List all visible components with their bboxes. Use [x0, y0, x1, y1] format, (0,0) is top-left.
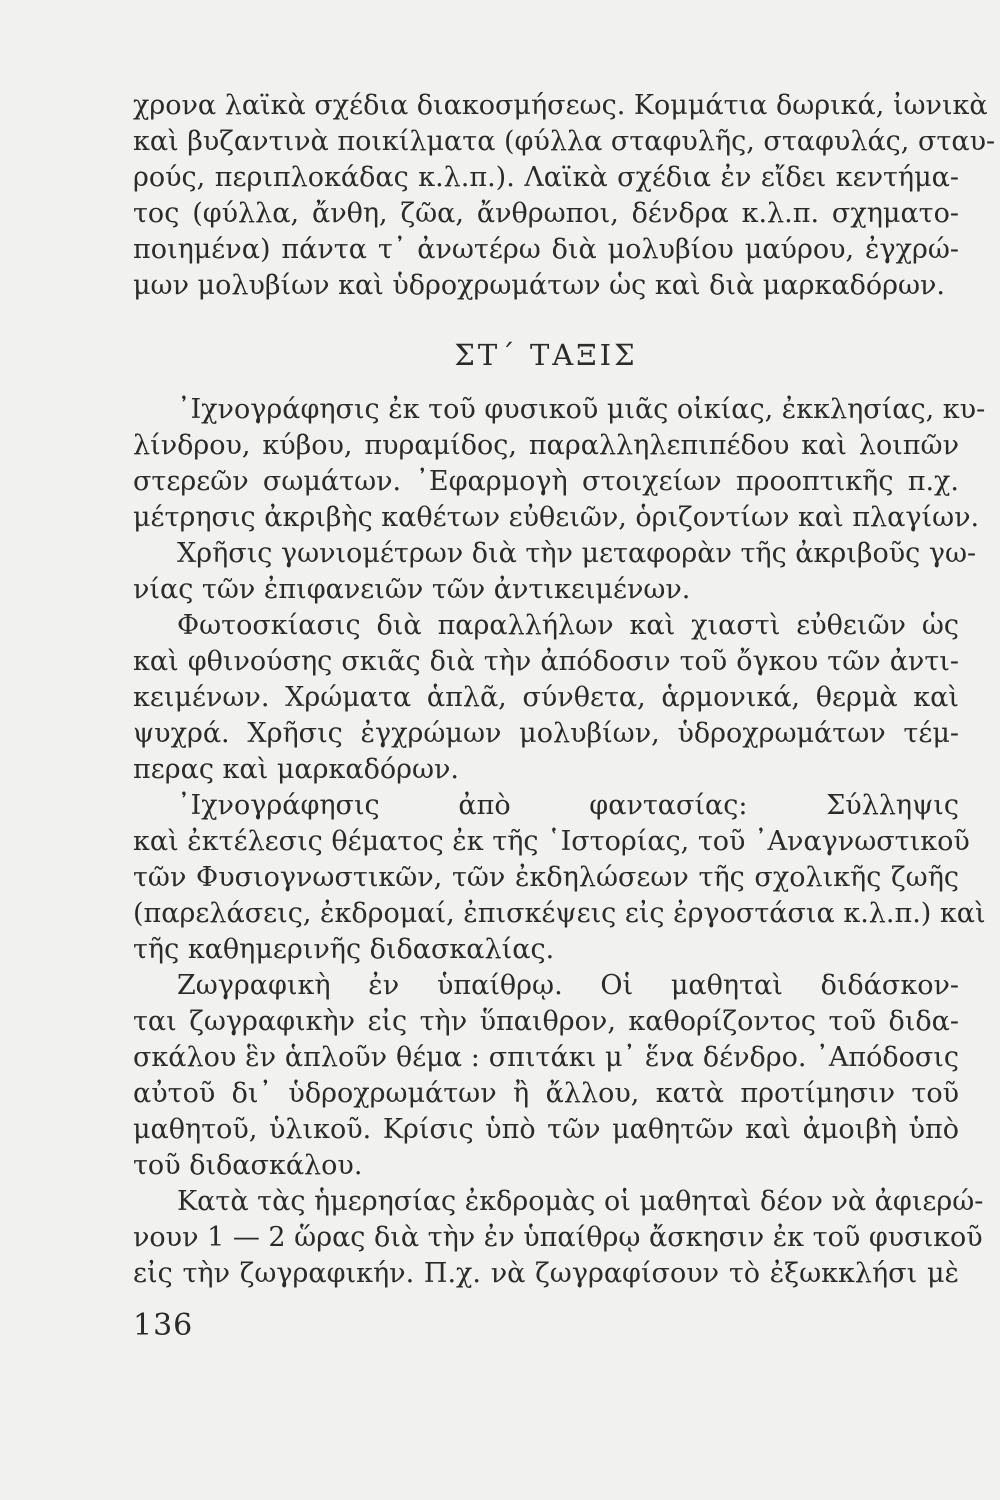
section-heading: ΣΤ΄ ΤΑΞΙΣ [454, 338, 638, 372]
text-line: περας καὶ μαρκαδόρων. [133, 754, 459, 785]
text-line: μαθητοῦ, ὑλικοῦ. Κρίσις ὑπὸ τῶν μαθητῶν καὶ ἀμοιβὴ ὑπὸ [133, 1114, 959, 1145]
text-line: Φωτοσκίασις διὰ παραλλήλων καὶ χιαστὶ εὐθειῶν ὡς [177, 610, 959, 641]
text-line: Ζωγραφικὴ ἐν ὑπαίθρῳ. Οἱ μαθηταὶ διδάσκον- [177, 970, 959, 1001]
text-line: κειμένων. Χρώματα ἁπλᾶ, σύνθετα, ἁρμονικά, θερμὰ καὶ [133, 682, 959, 713]
text-line: καὶ φθινούσης σκιᾶς διὰ τὴν ἀπόδοσιν τοῦ ὄγκου τῶν ἀντι- [133, 646, 959, 677]
text-line: ρούς, περιπλοκάδας κ.λ.π.). Λαϊκὰ σχέδια ἐν εἴδει κεντήμα- [133, 162, 959, 193]
text-line: τῶν Φυσιογνωστικῶν, τῶν ἐκδηλώσεων τῆς σχολικῆς ζωῆς [133, 862, 959, 893]
text-line: νίας τῶν ἐπιφανειῶν τῶν ἀντικειμένων. [133, 574, 691, 605]
text-line: τοῦ διδασκάλου. [133, 1150, 363, 1181]
text-line: τῆς καθημερινῆς διδασκαλίας. [133, 934, 555, 965]
top-paragraph [133, 88, 996, 304]
text-line: μων μολυβίων καὶ ὑδροχρωμάτων ὡς καὶ διὰ μαρκαδόρων. [133, 270, 945, 301]
text-line: μέτρησις ἀκριβὴς καθέτων εὐθειῶν, ὁριζοντίων καὶ πλαγίων. [133, 502, 980, 533]
text-line: ψυχρά. Χρῆσις ἐγχρώμων μολυβίων, ὑδροχρωμάτων τέμ- [133, 718, 959, 749]
text-line: Χρῆσις γωνιομέτρων διὰ τὴν μεταφορὰν τῆς ἀκριβοῦς γω- [177, 538, 977, 569]
text-line: στερεῶν σωμάτων. ᾿Εφαρμογὴ στοιχείων προοπτικῆς π.χ. [133, 466, 959, 497]
text-line: (παρελάσεις, ἐκδρομαί, ἐπισκέψεις εἰς ἐργοστάσια κ.λ.π.) καὶ [133, 898, 986, 929]
text-line: νουν 1 — 2 ὥρας διὰ τὴν ἐν ὑπαίθρῳ ἄσκησιν ἐκ τοῦ φυσικοῦ [133, 1222, 983, 1253]
text-line: εἰς τὴν ζωγραφικήν. Π.χ. νὰ ζωγραφίσουν τὸ ἐξωκκλήσι μὲ [133, 1258, 959, 1289]
text-line: λίνδρου, κύβου, πυραμίδος, παραλληλεπιπέδου καὶ λοιπῶν [133, 430, 959, 461]
text-line: σκάλου ἓν ἁπλοῦν θέμα : σπιτάκι μ᾿ ἕνα δένδρο. ᾿Απόδοσις [133, 1042, 959, 1073]
text-line: ᾿Ιχνογράφησις ἀπὸ φαντασίας: Σύλληψις [177, 790, 959, 821]
text-line: ᾿Ιχνογράφησις ἐκ τοῦ φυσικοῦ μιᾶς οἰκίας, ἐκκλησίας, κυ- [177, 394, 986, 425]
text-line: Κατὰ τὰς ἡμερησίας ἐκδρομὰς οἱ μαθηταὶ δέον νὰ ἀφιερώ- [177, 1186, 984, 1217]
text-line: τος (φύλλα, ἄνθη, ζῶα, ἄνθρωποι, δένδρα κ.λ.π. σχηματο- [133, 198, 959, 229]
text-line: ται ζωγραφικὴν εἰς τὴν ὕπαιθρον, καθορίζοντος τοῦ διδα- [133, 1006, 959, 1037]
text-line: ποιημένα) πάντα τ᾿ ἀνωτέρω διὰ μολυβίου μαύρου, ἐγχρώ- [133, 234, 959, 265]
page-number: 136 [133, 1308, 194, 1343]
text-line: αὐτοῦ δι᾿ ὑδροχρωμάτων ἢ ἄλλου, κατὰ προτίμησιν τοῦ [133, 1078, 959, 1109]
text-line: καὶ βυζαντινὰ ποικίλματα (φύλλα σταφυλῆς, σταφυλάς, σταυ- [133, 126, 996, 157]
text-line: χρονα λαϊκὰ σχέδια διακοσμήσεως. Κομμάτια δωρικά, ἰωνικὰ [133, 90, 988, 121]
text-line: καὶ ἐκτέλεσις θέματος ἐκ τῆς ῾Ιστορίας, τοῦ ᾿Αναγνωστικοῦ [133, 826, 970, 857]
section-body [133, 392, 986, 1292]
